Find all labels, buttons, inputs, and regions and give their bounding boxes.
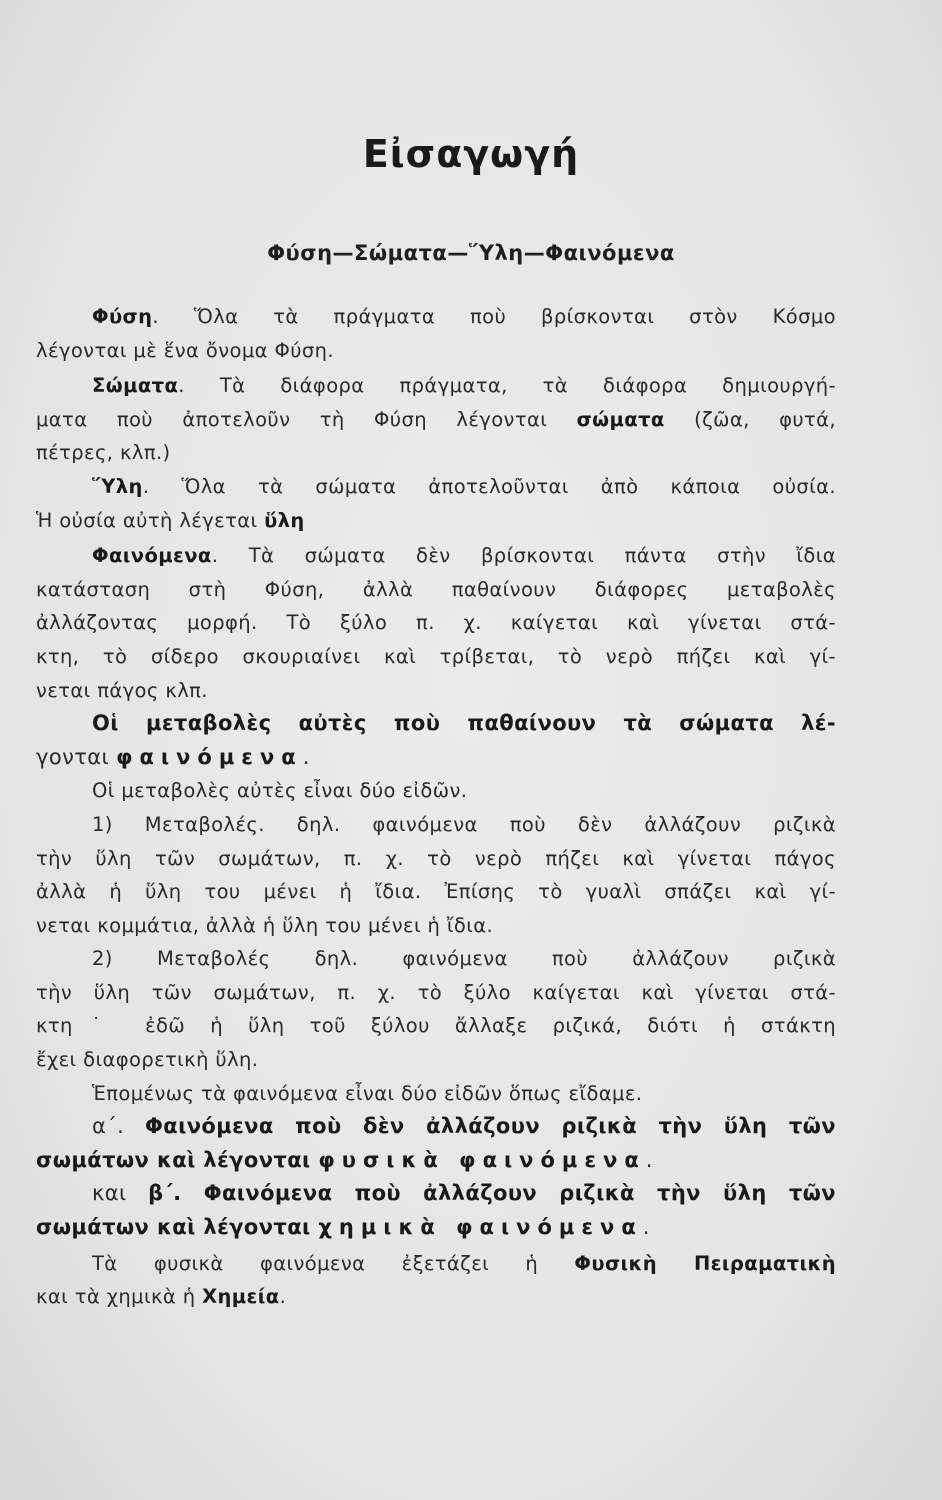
p4-line-5: νεται πάγος κλπ. — [36, 678, 208, 702]
p9-line: Ἑπομένως τὰ φαινόμενα εἶναι δύο εἰδῶν ὅπως εἴδαμε. — [92, 1081, 643, 1105]
p7-line-4: νεται κομμάτια, ἀλλὰ ἡ ὕλη του μένει ἡ ἴδια. — [36, 913, 494, 937]
p6-line: Οἱ μεταβολὲς αὐτὲς εἶναι δύο εἰδῶν. — [92, 779, 468, 803]
emphasis-somata: σώματα — [576, 407, 665, 431]
p2-line-3: πέτρες, κλπ.) — [36, 441, 171, 465]
p11-line-2: σωμάτων καὶ λέγονται χημικὰ φαινόμενα. — [36, 1215, 650, 1240]
phenomena-physical-definition: Φαινόμενα ποὺ δὲν ἀλλάζουν ριζικὰ τὴν ὕλη τῶν — [145, 1114, 836, 1139]
emphasis-fysika-fainomena: φυσικὰ φαινόμενα — [318, 1147, 646, 1172]
p12-line-2: και τὰ χημικὰ ἡ Χημεία. — [36, 1285, 287, 1309]
p10-line-2: σωμάτων καὶ λέγονται φυσικὰ φαινόμενα. — [36, 1147, 653, 1172]
term-fainomena: Φαινόμενα — [92, 544, 212, 568]
p2-line-2: ματα ποὺ ἀποτελοῦν τὴ Φύση λέγονται σώματα (ζῶα, φυτά, — [36, 407, 836, 431]
p10-line-1: α΄. Φαινόμενα ποὺ δὲν ἀλλάζουν ριζικὰ τὴν ὕλη τῶν — [92, 1114, 836, 1139]
p7-line-1: 1) Μεταβολές. δηλ. φαινόμενα ποὺ δὲν ἀλλάζουν ριζικὰ — [92, 812, 836, 836]
term-yli: Ὕλη — [92, 474, 143, 498]
p8-line-1: 2) Μεταβολές δηλ. φαινόμενα ποὺ ἀλλάζουν ριζικὰ — [92, 947, 836, 971]
phenomena-chemical-definition: β΄. Φαινόμενα ποὺ ἀλλάζουν ριζικὰ τὴν ὕλη τῶν — [148, 1181, 836, 1206]
emphasis-fainomena: φαινόμενα — [116, 744, 303, 769]
p5-line-2: γονται φαινόμενα. — [36, 744, 310, 769]
section-subtitle: Φύση—Σώματα—Ὕλη—Φαινόμενα — [267, 241, 675, 265]
p12-line-1: Τὰ φυσικὰ φαινόμενα ἐξετάζει ἡ Φυσικὴ Πειραματικὴ — [92, 1251, 836, 1275]
p1-line-1: Φύση. Ὅλα τὰ πράγματα ποὺ βρίσκονται στὸν Κόσμο — [92, 305, 836, 328]
term-somata: Σώματα — [92, 374, 179, 398]
p5-line-1: Οἱ μεταβολὲς αὐτὲς ποὺ παθαίνουν τὰ σώματα λέ- — [92, 711, 836, 736]
p4-line-4: κτη, τὸ σίδερο σκουριαίνει καὶ τρίβεται, τὸ νερὸ πήζει καὶ γί- — [36, 644, 836, 668]
emphasis-yli: ὕλη — [264, 508, 305, 532]
p7-line-2: τὴν ὕλη τῶν σωμάτων, π. χ. τὸ νερὸ πήζει καὶ γίνεται πάγος — [36, 846, 836, 870]
p8-line-3: κτη˙ ἐδῶ ἡ ὕλη τοῦ ξύλου ἄλλαξε ριζικά, διότι ἡ στάκτη — [36, 1014, 836, 1038]
emphasis-chimeia: Χημεία — [202, 1285, 280, 1309]
p8-line-2: τὴν ὕλη τῶν σωμάτων, π. χ. τὸ ξύλο καίγεται καὶ γίνεται στά- — [36, 980, 836, 1004]
p8-line-4: ἔχει διαφορετικὴ ὕλη. — [36, 1048, 259, 1072]
p4-line-3: ἀλλάζοντας μορφή. Τὸ ξύλο π. χ. καίγεται καὶ γίνεται στά- — [36, 611, 836, 635]
p11-line-1: και β΄. Φαινόμενα ποὺ ἀλλάζουν ριζικὰ τὴν ὕλη τῶν — [92, 1181, 836, 1206]
p3-line-1: Ὕλη. Ὅλα τὰ σώματα ἀποτελοῦνται ἀπὸ κάποια οὐσία. — [92, 474, 836, 498]
page-title: Εἰσαγωγή — [362, 132, 580, 176]
p4-line-1: Φαινόμενα. Τὰ σώματα δὲν βρίσκονται πάντα στὴν ἴδια — [92, 544, 836, 568]
p7-line-3: ἀλλὰ ἡ ὕλη του μένει ἡ ἴδια. Ἐπίσης τὸ γυαλὶ σπάζει καὶ γί- — [36, 880, 836, 904]
p3-line-2: Ἡ οὐσία αὐτὴ λέγεται ὕλη — [36, 508, 305, 532]
term-fysi: Φύση — [92, 305, 153, 328]
emphasis-chimika-fainomena: χημικὰ φαινόμενα — [318, 1215, 643, 1240]
p1-line-2: λέγονται μὲ ἕνα ὄνομα Φύση. — [36, 338, 335, 362]
p2-line-1: Σώματα. Τὰ διάφορα πράγματα, τὰ διάφορα δημιουργή- — [92, 374, 836, 398]
body-text — [36, 300, 836, 1314]
emphasis-fysiki-peiramatiki: Φυσικὴ Πειραματικὴ — [574, 1251, 836, 1275]
p4-line-2: κατάσταση στὴ Φύση, ἀλλὰ παθαίνουν διάφορες μεταβολὲς — [36, 577, 836, 601]
